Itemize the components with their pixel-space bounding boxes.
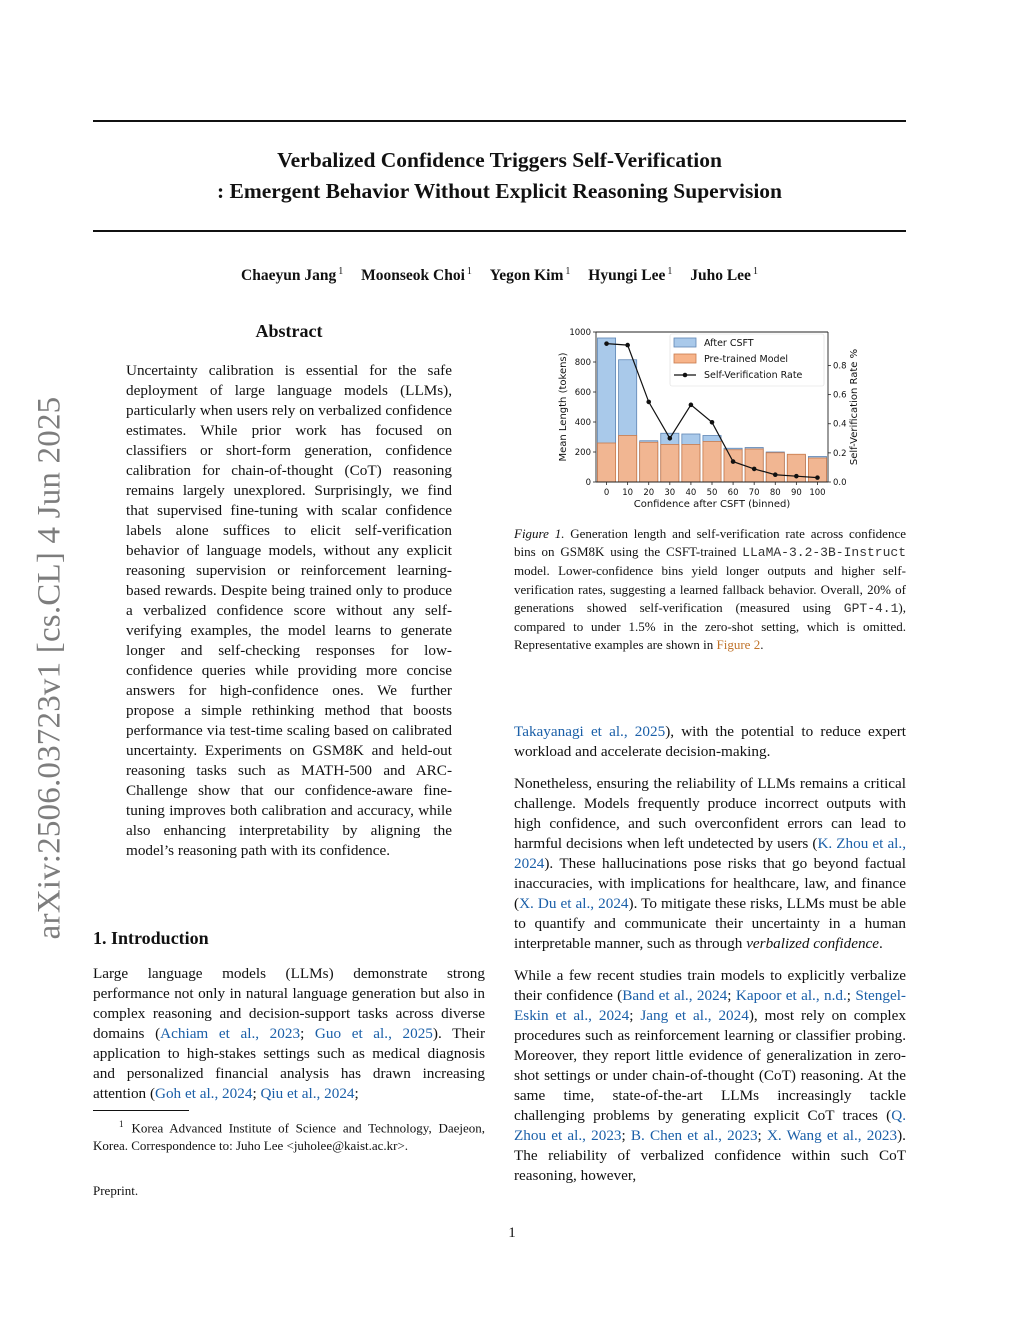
model-name: GPT-4.1 (843, 600, 899, 616)
y-tick-label: 200 (574, 448, 591, 458)
author: Yegon Kim $^1$ (489, 266, 571, 284)
y-tick-label: 1000 (569, 328, 591, 338)
bar-pretrained (597, 443, 615, 482)
y-tick-label: 400 (574, 418, 591, 428)
legend-label: Self-Verification Rate (704, 370, 803, 381)
abstract-text (126, 361, 452, 861)
citation-link[interactable]: Q. Zhou et al., 2023 (514, 1107, 906, 1144)
self-verification-point (710, 420, 715, 425)
x-tick-label: 20 (643, 488, 655, 498)
preprint-note: Preprint. (93, 1183, 139, 1198)
citation-link[interactable]: Achiam et al., 2023 (160, 1025, 301, 1042)
bar-pretrained (661, 445, 679, 483)
figure-1-caption: Figure 1. Generation length and self-verification rate across confidence bins on GSM8K using the CSFT-trained LLaMA-3.2-3B-Instruct model. Lower-confidence bins yield longer outputs and higher self-verification rates, suggesting a learned fallback behavior. Overall, 20% of generations showed self-verification (measured using GPT-4.1), compared to under 1.5% in the zero-shot setting, which is omitted. Representative examples are shown in Figure 2. (514, 526, 906, 653)
citation-link[interactable]: K. Zhou et al., 2024 (514, 835, 906, 872)
bar-pretrained (682, 445, 700, 483)
self-verification-point (731, 459, 736, 464)
abstract-paragraph: Uncertainty calibration is essential for the safe deployment of large language models (LLMs), particularly when users rely on verbalized confidence estimates. While prior work has focused on classifiers or short-form generation, confidence calibration for chain-of-thought (CoT) reasoning remains largely unexplored. Surprisingly, we find that supervised fine-tuning with scalar confidence labels alone suffices to elicit self-verification behavior of language models, without any explicit reasoning supervision or reinforcement learning-based rewards. Despite being trained only to produce a verbalized confidence score without any self-verifying examples, the model learns to generate longer and self-checking responses for low-confidence queries while providing more concise answers for high-confidence ones. We further propose a simple rethinking method that boosts performance via test-time scaling based on calibrated uncertainty. Experiments on GSM8K and held-out reasoning tasks such as MATH-500 and ARC-Challenge show that our confidence-aware fine-tuning improves both calibration and accuracy, while also enhancing interpretability by aligning the model’s reasoning path with its confidence. (126, 362, 452, 859)
author: Juho Lee $^1$ (690, 266, 758, 284)
citation-link[interactable]: Qiu et al., 2024 (260, 1085, 355, 1102)
x-tick-label: 50 (706, 488, 718, 498)
x-tick-label: 90 (790, 488, 802, 498)
body-paragraph: While a few recent studies train models to explicitly verbalize their confidence (Band et al., 2024; Kapoor et al., n.d.; Stengel-Eskin et al., 2024; Jang et al., 2024), most rely on complex procedures such as reinforcement learning or classifier probing. Moreover, they report little evidence of generalization in zero-shot settings or under chain-of-thought (CoT) reasoning. At the same time, state-of-the-art LLMs increasingly tackle challenging problems by generating explicit CoT traces (Q. Zhou et al., 2023; B. Chen et al., 2023; X. Wang et al., 2023). The reliability of verbalized confidence within such CoT reasoning, however, (514, 967, 906, 1184)
paper-title (93, 145, 906, 207)
x-tick-label: 10 (622, 488, 634, 498)
legend-swatch-rate-point (683, 373, 688, 378)
y2-tick-label: 0.4 (833, 419, 847, 430)
self-verification-point (625, 343, 630, 348)
bar-pretrained (640, 442, 658, 482)
y2-tick-label: 0.8 (833, 361, 847, 372)
body-paragraph: Nonetheless, ensuring the reliability of LLMs remains a critical challenge. Models frequently produce incorrect outputs with high confidence, and such overconfident errors can lead to harmful decisions when left undetected by users (K. Zhou et al., 2024). These hallucinations pose risks that go beyond factual inaccuracies, with implications for healthcare, law, and finance (X. Du et al., 2024). To mitigate these risks, LLMs must be able to quantify and communicate their uncertainty in a human interpretable manner, such as through verbalized confidence. (514, 775, 906, 952)
citation-link[interactable]: Guo et al., 2025 (314, 1025, 433, 1042)
self-verification-point (646, 400, 651, 405)
bar-pretrained (619, 436, 637, 483)
y2-tick-label: 0.6 (833, 390, 847, 401)
legend-swatch-after-csft (674, 338, 696, 347)
y-tick-label: 0 (585, 478, 591, 488)
citation-link[interactable]: X. Wang et al., 2023 (766, 1127, 898, 1144)
citation-link[interactable]: Band et al., 2024 (622, 987, 728, 1004)
self-verification-point (752, 467, 757, 472)
x-tick-label: 80 (769, 488, 781, 498)
self-verification-point (668, 436, 673, 441)
citation-link[interactable]: B. Chen et al., 2023 (630, 1127, 758, 1144)
legend-label: After CSFT (704, 338, 754, 349)
author-list (93, 266, 906, 285)
bar-pretrained (724, 450, 742, 482)
x-tick-label: 0 (603, 488, 610, 498)
x-tick-label: 40 (685, 488, 697, 498)
citation-link[interactable]: Goh et al., 2024 (155, 1085, 253, 1102)
footnote (93, 1115, 485, 1155)
figure-1-chart (514, 320, 906, 512)
citation-link[interactable]: Stengel-Eskin et al., 2024 (514, 987, 906, 1024)
footnote-divider (93, 1110, 189, 1111)
x-tick-label: 70 (748, 488, 760, 498)
x-tick-label: 100 (809, 488, 826, 498)
right-column-text (514, 722, 906, 1186)
legend-swatch-pretrained (674, 354, 696, 363)
body-paragraph: Takayanagi et al., 2025), with the potential to reduce expert workload and accelerate decision-making. (514, 723, 906, 760)
arxiv-identifier: arXiv:2506.03723v1 [cs.CL] 4 Jun 2025 (31, 396, 68, 940)
legend-label: Pre-trained Model (704, 354, 789, 365)
bar-pretrained (766, 453, 784, 482)
bar-pretrained (745, 449, 763, 482)
self-verification-point (604, 341, 609, 346)
x-axis-label: Confidence after CSFT (binned) (633, 499, 791, 510)
x-tick-label: 30 (664, 488, 676, 498)
page-number: 1 (508, 1225, 516, 1241)
abstract-heading: Abstract (255, 321, 323, 341)
x-tick-label: 60 (727, 488, 739, 498)
figure-2-link[interactable]: Figure 2 (716, 637, 761, 653)
model-name: LLaMA-3.2-3B-Instruct (742, 545, 906, 561)
y2-axis-label: Self-Verification Rate % (849, 348, 860, 466)
title-bottom-rule (93, 230, 906, 232)
title-top-rule (93, 120, 906, 122)
figure-label: Figure 1. (514, 526, 565, 541)
bar-pretrained (703, 442, 721, 483)
self-verification-point (794, 474, 799, 479)
self-verification-point (689, 403, 694, 408)
citation-link[interactable]: Kapoor et al., n.d. (735, 987, 847, 1004)
title-line-2: : Emergent Behavior Without Explicit Reasoning Supervision (216, 179, 783, 203)
y-tick-label: 800 (574, 358, 591, 368)
y-axis-label: Mean Length (tokens) (558, 352, 569, 462)
author: Chaeyun Jang $^1$ (241, 266, 344, 284)
section-heading-introduction: 1. Introduction (93, 928, 209, 948)
y-tick-label: 600 (574, 388, 591, 398)
citation-link[interactable]: X. Du et al., 2024 (519, 895, 629, 912)
citation-link[interactable]: Jang et al., 2024 (640, 1007, 749, 1024)
intro-paragraph: Large language models (LLMs) demonstrate strong performance not only in natural language generation but also in complex reasoning and decision-support tasks across diverse domains (Achiam et al., 2023; Guo et al., 2025). Their application to high-stakes settings such as medical diagnosis and personalized financial analysis has drawn increasing attention (Goh et al., 2024; Qiu et al., 2024; (93, 965, 485, 1102)
self-verification-point (815, 475, 820, 480)
citation-link[interactable]: Takayanagi et al., 2025 (514, 723, 666, 740)
title-line-1: Verbalized Confidence Triggers Self-Verification (277, 148, 722, 172)
self-verification-point (773, 472, 778, 477)
y2-tick-label: 0.2 (833, 448, 847, 459)
footnote-mark: 1 (119, 1119, 124, 1129)
footnote-text: Korea Advanced Institute of Science and Technology, Daejeon, Korea. Correspondence to: Juho Lee <juholee@kaist.ac.kr>. (93, 1120, 485, 1154)
author: Hyungi Lee $^1$ (588, 266, 673, 284)
introduction-text (93, 964, 485, 1104)
y2-tick-label: 0.0 (833, 478, 847, 488)
author: Moonseok Choi $^1$ (361, 266, 472, 284)
